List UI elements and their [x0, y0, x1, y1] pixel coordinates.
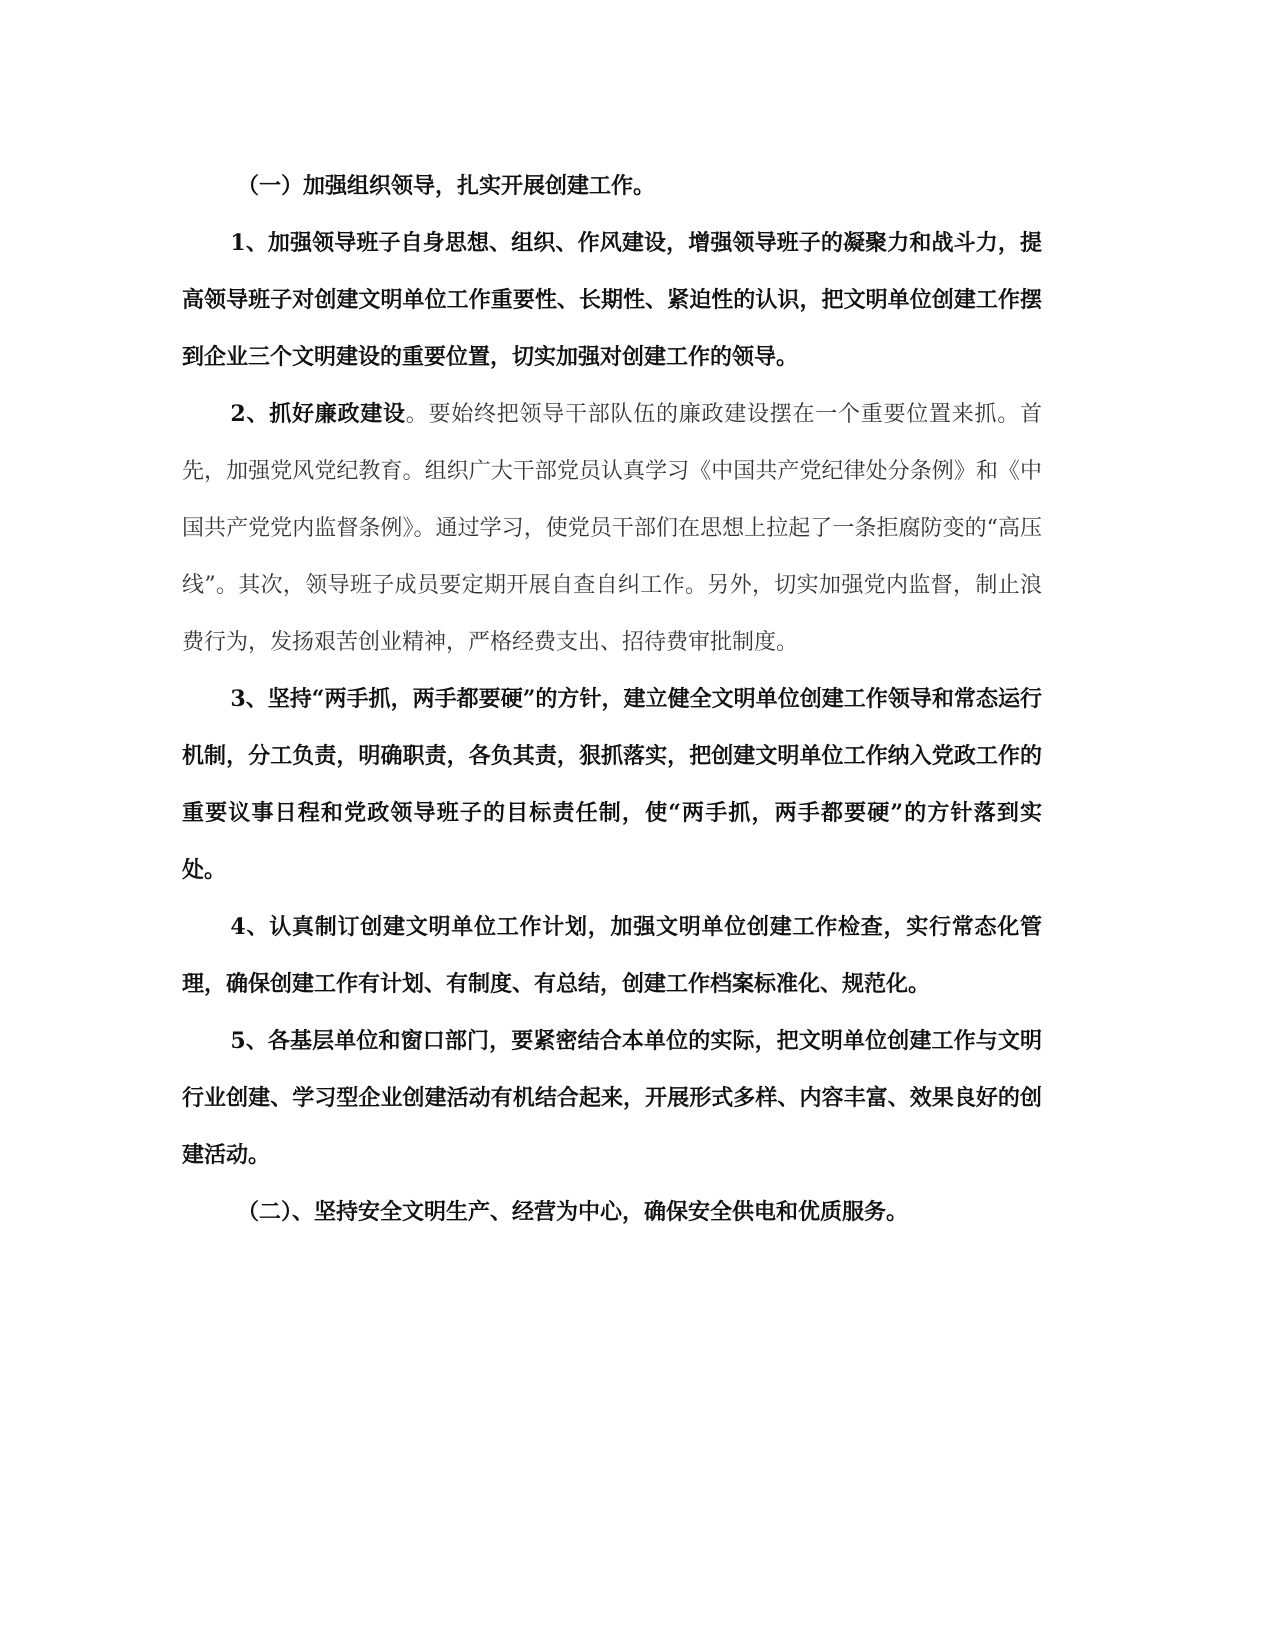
paragraph-item-3: 3、坚持“两手抓，两手都要硬”的方针，建立健全文明单位创建工作领导和常态运行机制，分工负责，明确职责，各负其责，狠抓落实，把创建文明单位工作纳入党政工作的重要议事日程和党政领导班子的目标责任制，使“两手抓，两手都要硬”的方针落到实处。 — [182, 686, 1042, 883]
paragraph-item-1: 1、加强领导班子自身思想、组织、作风建设，增强领导班子的凝聚力和战斗力，提高领导班子对创建文明单位工作重要性、长期性、紧迫性的认识，把文明单位创建工作摆到企业三个文明建设的重要位置，切实加强对创建工作的领导。 — [182, 230, 1042, 370]
paragraph-item-5: 5、各基层单位和窗口部门，要紧密结合本单位的实际，把文明单位创建工作与文明行业创建、学习型企业创建活动有机结合起来，开展形式多样、内容丰富、效果良好的创建活动。 — [182, 1028, 1042, 1168]
document-body — [182, 158, 1042, 1241]
paragraph-item-4: 4、认真制订创建文明单位工作计划，加强文明单位创建工作检查，实行常态化管理，确保创建工作有计划、有制度、有总结，创建工作档案标准化、规范化。 — [182, 914, 1042, 997]
section-heading-1: （一）加强组织领导，扎实开展创建工作。 — [237, 173, 656, 199]
paragraph-item-2-lead: 2、抓好廉政建设 — [230, 401, 406, 427]
paragraph-item-2 — [182, 386, 1042, 671]
paragraph-item-2-body: 。要始终把领导干部队伍的廉政建设摆在一个重要位置来抓。首先，加强党风党纪教育。组织广大干部党员认真学习《中国共产党纪律处分条例》和《中国共产党党内监督条例》。通过学习，使党员干部们在思想上拉起了一条拒腐防变的“高压线”。其次，领导班子成员要定期开展自查自纠工作。另外，切实加强党内监督，制止浪费行为，发扬艰苦创业精神，严格经费支出、招待费审批制度。 — [182, 402, 1042, 655]
section-heading-2: （二）、坚持安全文明生产、经营为中心，确保安全供电和优质服务。 — [237, 1199, 909, 1225]
